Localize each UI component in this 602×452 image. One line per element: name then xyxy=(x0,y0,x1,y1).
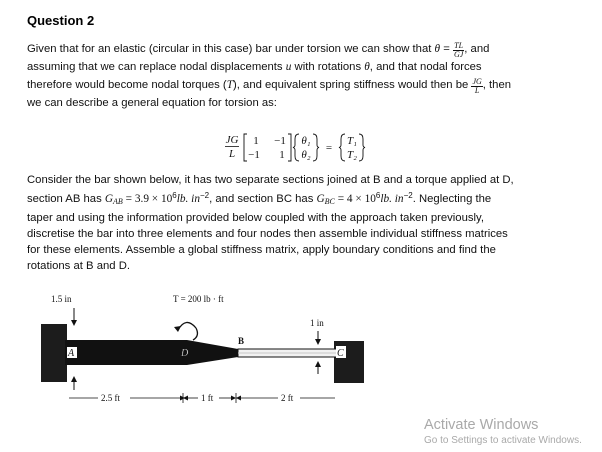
intro-line-1 xyxy=(27,41,575,59)
g-ab-unit: lb. in xyxy=(176,193,200,205)
theta-vector-right-brace xyxy=(313,134,319,161)
g-ab-unit-exponent: −2 xyxy=(199,191,210,200)
g-bc-unit-exponent: −2 xyxy=(403,191,413,200)
text-run: , and that nodal forces xyxy=(369,61,482,73)
matrix-cell-12: −1 xyxy=(274,135,286,147)
text-run: section AB has xyxy=(27,193,105,205)
theta-vector-left-brace xyxy=(293,134,299,161)
bar-section-ab xyxy=(65,340,187,365)
dia-right-bottom-arrowhead xyxy=(315,361,321,367)
text-run: . Neglecting the xyxy=(412,193,492,205)
g-ab-subscript: AB xyxy=(113,197,123,206)
equals-sign: = xyxy=(440,43,453,55)
g-ab-value: = 3.9 × 10 xyxy=(122,193,173,205)
dim-arrow-3-left xyxy=(236,396,241,401)
dia-left-bottom-arrowhead xyxy=(71,376,77,382)
theta-symbol: θ xyxy=(434,43,441,55)
torque-arc-tail xyxy=(193,328,197,340)
fraction-numerator: TL xyxy=(454,41,464,50)
matrix-left-bracket xyxy=(244,134,247,161)
diameter-right-label: 1 in xyxy=(310,318,324,328)
text-run: Given that for an elastic (circular in this case) bar under torsion we can show that xyxy=(27,43,435,55)
node-label-b: B xyxy=(238,336,245,346)
left-wall-support xyxy=(41,324,67,382)
length-db-label: 1 ft xyxy=(201,393,214,403)
g-bc-unit: lb. in xyxy=(380,193,404,205)
intro-line-2 xyxy=(27,59,575,77)
fraction-denominator: GJ xyxy=(453,50,464,59)
dia-right-top-arrowhead xyxy=(315,339,321,345)
torsion-equation xyxy=(225,130,385,168)
coef-numerator: JG xyxy=(225,134,239,146)
torque-2: T₂ xyxy=(347,149,357,161)
watermark-title: Activate Windows xyxy=(424,417,539,433)
g-bc-subscript: BC xyxy=(324,197,335,206)
fraction-tl-over-gj xyxy=(453,42,464,59)
t-symbol: T xyxy=(226,78,233,91)
torque-arrowhead xyxy=(174,326,181,332)
theta-2: θ₂ xyxy=(301,149,311,161)
theta-1: θ₁ xyxy=(301,135,311,147)
dia-left-top-arrowhead xyxy=(71,320,77,326)
u-symbol: u xyxy=(285,61,292,73)
text-run: assuming that we can replace nodal displacements xyxy=(27,61,286,73)
text-run: with rotations xyxy=(291,61,365,73)
problem-line-4: discretise the bar into three elements and four nodes then assemble individual stiffness matrices xyxy=(27,228,508,240)
torque-1: T₁ xyxy=(347,135,357,147)
fraction-denominator: L xyxy=(474,85,480,95)
dim-arrow-2-left xyxy=(183,396,188,401)
watermark-subtitle: Go to Settings to activate Windows. xyxy=(424,435,582,446)
matrix-cell-22: 1 xyxy=(279,149,285,161)
intro-line-3 xyxy=(27,77,575,95)
g-bc-value: = 4 × 10 xyxy=(334,193,376,205)
problem-line-5: for these elements. Assemble a global stiffness matrix, apply boundary conditions and find the xyxy=(27,244,496,256)
dim-arrow-2-right xyxy=(231,396,236,401)
matrix-right-bracket xyxy=(288,134,291,161)
theta-symbol: θ xyxy=(364,61,370,73)
equation-equals: = xyxy=(325,142,333,154)
text-run: therefore would become nodal torques ( xyxy=(27,78,227,91)
text-run: , and section BC has xyxy=(209,193,317,205)
torque-vector-right-brace xyxy=(359,134,365,161)
text-run: ), and equivalent spring stiffness would then be xyxy=(233,78,472,91)
bar-taper xyxy=(187,340,238,365)
diameter-left-label: 1.5 in xyxy=(51,294,72,304)
node-label-c: C xyxy=(337,348,344,359)
length-bc-label: 2 ft xyxy=(281,393,294,403)
text-run: , and xyxy=(464,43,490,55)
tapered-bar-figure xyxy=(38,290,368,412)
node-label-a: A xyxy=(68,348,75,359)
matrix-cell-11: 1 xyxy=(253,135,259,147)
torque-vector-left-brace xyxy=(339,134,345,161)
g-bc-exponent: 6 xyxy=(375,191,381,200)
activate-windows-watermark xyxy=(424,416,582,448)
text-run: , then xyxy=(482,78,512,91)
problem-line-6: rotations at B and D. xyxy=(27,260,130,272)
length-ad-label: 2.5 ft xyxy=(101,393,120,403)
g-ab-symbol: G xyxy=(104,193,114,205)
fraction-jg-over-l xyxy=(471,78,482,95)
intro-line-4: we can describe a general equation for torsion as: xyxy=(27,96,277,109)
problem-line-3: taper and using the information provided below coupled with the approach taken previously, xyxy=(27,212,484,224)
problem-paragraph xyxy=(27,172,575,274)
question-title: Question 2 xyxy=(27,13,95,28)
torque-label: T = 200 lb · ft xyxy=(173,294,224,304)
problem-line-1: Consider the bar shown below, it has two separate sections joined at B and a torque applied at D, xyxy=(27,174,514,186)
matrix-cell-21: −1 xyxy=(248,149,260,161)
g-bc-symbol: G xyxy=(316,193,325,205)
coef-denominator: L xyxy=(228,148,236,160)
intro-paragraph xyxy=(27,41,575,112)
problem-line-2 xyxy=(27,188,575,210)
fraction-numerator: JG xyxy=(472,76,482,86)
node-label-d: D xyxy=(181,348,189,359)
g-ab-exponent: 6 xyxy=(172,191,177,200)
